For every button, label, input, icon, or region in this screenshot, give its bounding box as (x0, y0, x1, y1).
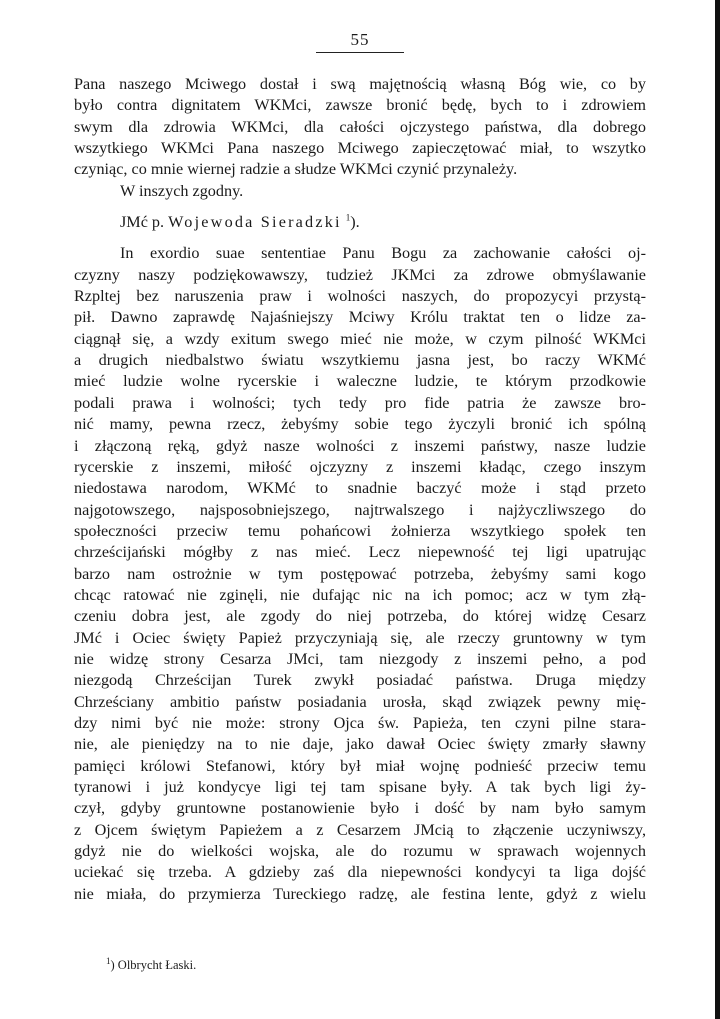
text-line: Rzpltej bez naruszenia praw i wolności naszych, do propozycyi przystą- (74, 287, 646, 306)
text-line: a drugich niedbalstwo światu wszytkiemu jasna jest, bo raczy WKMć (74, 351, 646, 370)
text-line: barzo nam ostrożnie w tym postępować potrzeba, żebyśmy sami kogo (74, 564, 646, 583)
text-line: nie, ale pieniędzy na to nie daje, jako dawał Ociec święty zmarły sławny (74, 735, 646, 754)
text-line: z Ojcem świętym Papieżem a z Cesarzem JMcią to złączenie uczyniwszy, (74, 820, 646, 839)
page-number: 55 (350, 30, 370, 49)
text-line: społeczności przeciw temu pohańcowi żołnierza wszytkiego społek ten (74, 521, 646, 540)
text-line: czeniu dobra jest, ale zgody do niej potrzeba, do której widzę Cesarz (74, 607, 646, 626)
text-line: Pana naszego Mciwego dostał i swą majętnością własną Bóg wie, co by (74, 75, 646, 93)
speaker-title: JMć p. (120, 213, 165, 232)
text-line: In exordio suae sententiae Panu Bogu za zachowanie całości oj- (120, 244, 646, 263)
text-line: czyzny naszy podziękowawszy, tudzież JKMci za zdrowe obmyślawanie (74, 265, 646, 284)
text-line: Chrześciany ambitio państw posiadania urosła, skąd związek pewny mię- (74, 692, 646, 711)
text-line: dzy nimi być nie może: strony Ojca św. Papieża, ten czyni pilne stara- (74, 713, 646, 732)
text-line: wszytkiego WKMci Pana naszego Mciwego zapieczętować miał, to wszytko (74, 139, 646, 158)
text-line: ciągnął się, a wzdy exitum swego mieć nie może, w czym pilność WKMci (74, 329, 646, 348)
text-line: pił. Dawno zaprawdę Najaśniejszy Mciwy Królu traktat ten o lidze za- (74, 308, 646, 327)
footnote-text: ) Olbrycht Łaski. (110, 958, 197, 972)
text-line: najgotowszego, najsposobniejszego, najtrwalszego i najżyczliwszego do (74, 500, 646, 519)
closing-remark: W inszych zgodny. (120, 181, 244, 200)
text-line: chcąc ratować nie zginęli, nie dufając nic na ich pomoc; acz w tym złą- (74, 585, 646, 604)
text-line: niedostawa narodom, WKMć to snadnie baczyć może i stąd przeto (74, 479, 646, 498)
speech-paragraph (74, 243, 646, 905)
text-line: tyranowi i już kondycye ligi tej tam spisane były. A tak bych ligi ży- (74, 778, 646, 796)
text-line: uciekać się trzeba. A gdzieby zaś dla niepewności kondycyi ta liga dojść (74, 863, 646, 882)
text-line: nić mamy, pewna rzecz, żebyśmy sobie tego życzyli bronić ich spólną (74, 415, 646, 434)
text-line: chrześcijański mógłby z nas mieć. Lecz niepewność tej ligi upatrując (74, 543, 646, 562)
text-line: nie miała, do przymierza Tureckiego radzę, ale festina lente, gdyż z wielu (74, 884, 646, 903)
heading-suffix: ). (350, 213, 360, 232)
speaker-heading (120, 212, 646, 233)
text-line: było contra dignitatem WKMci, zawsze bronić będę, bych to i zdrowiem (74, 96, 646, 115)
footnote (106, 957, 196, 973)
text-line: swym dla zdrowia WKMci, dla całości ojczystego państwa, dla dobrego (74, 117, 646, 136)
footnote-reference: 1 (345, 212, 351, 223)
text-line: pamięci królowi Stefanowi, który był miał wojnę podnieść przeciw temu (74, 756, 646, 775)
text-line: JMć i Ociec święty Papież przyczyniają się, ale rzeczy gruntowny w tym (74, 628, 646, 647)
text-line: nie widzę strony Cesarza JMci, tam niezgody z inszemi pełno, a pod (74, 649, 646, 668)
text-line: czył, gdyby gruntowne postanowienie było i dość by nam było samym (74, 799, 646, 818)
page-edge-border (715, 0, 720, 1019)
speaker-name: Wojewoda Sieradzki (168, 213, 342, 232)
text-line: gdyż nie do wielkości wojska, ale do rozumu w sprawach wojennych (74, 842, 646, 861)
text-line: rycerskie z inszemi, miłość ojczyzny z inszemi kładąc, czego inszym (74, 457, 646, 476)
text-line: mieć ludzie wolne rycerskie i waleczne ludzie, te którym przodkowie (74, 372, 646, 391)
text-line: czyniąc, co mnie wiernej radzie a słudze WKMci czynić przynależy. (74, 160, 518, 179)
intro-paragraph (74, 74, 646, 181)
text-line: podali prawa i wolności; tych tedy pro fide patria że zawsze bro- (74, 393, 646, 412)
main-text (74, 74, 646, 905)
text-line: i złączoną ręką, gdyż nasze wolności z inszemi państwy, nasze ludzie (74, 436, 646, 455)
footnote-mark: 1 (106, 955, 111, 966)
text-line: niezgodą Chrześcijan Turek zwykł posiadać państwa. Druga między (74, 671, 646, 690)
page-number-rule (316, 52, 404, 53)
